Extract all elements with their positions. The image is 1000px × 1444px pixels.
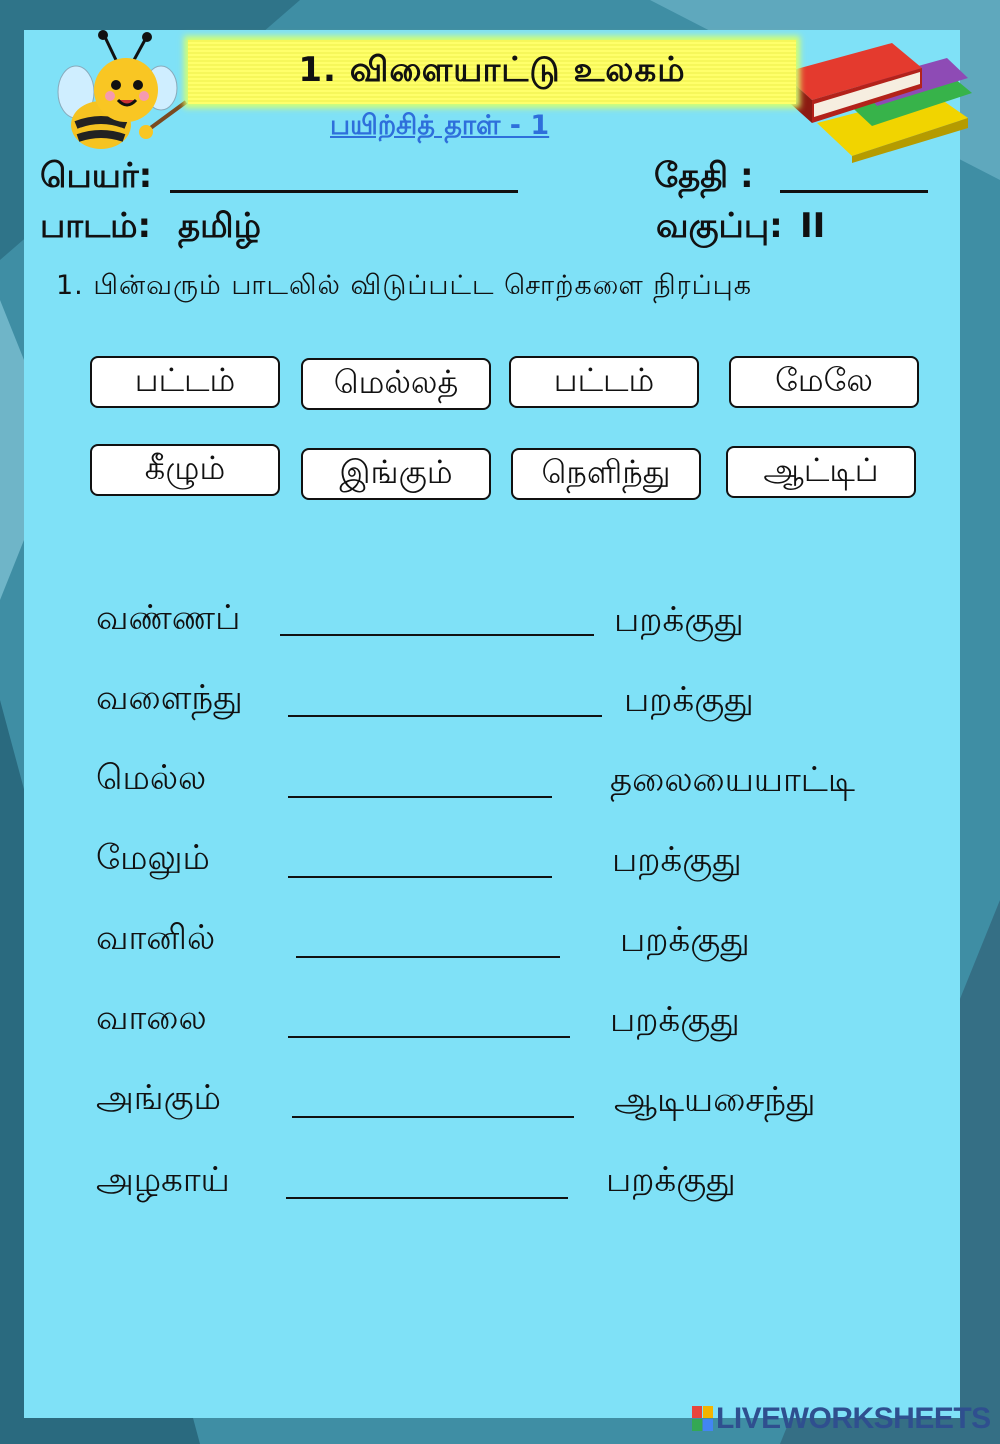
word-bank-item[interactable]: பட்டம் xyxy=(90,356,280,408)
bee-mascot-icon xyxy=(46,30,196,155)
subject-label: பாடம்: xyxy=(40,206,152,246)
answer-blank[interactable] xyxy=(288,715,602,717)
word-bank-item[interactable]: பட்டம் xyxy=(509,356,699,408)
row-left-word: வானில் xyxy=(96,918,216,958)
answer-blank[interactable] xyxy=(288,876,552,878)
row-left-word: மெல்ல xyxy=(96,758,207,798)
row-right-word: ஆடியசைந்து xyxy=(614,1080,816,1120)
row-right-word: பறக்குது xyxy=(614,600,744,640)
word-bank-item[interactable]: ஆட்டிப் xyxy=(726,446,916,498)
row-left-word: வாலை xyxy=(96,998,207,1038)
name-label: பெயர்: xyxy=(40,156,153,196)
books-stack-icon xyxy=(782,38,974,163)
logo-text: LIVEWORKSHEETS xyxy=(716,1402,991,1435)
word-bank-item[interactable]: நெளிந்து xyxy=(511,448,701,500)
row-left-word: அங்கும் xyxy=(96,1078,221,1118)
date-field[interactable] xyxy=(780,190,928,193)
word-bank-item[interactable]: மெல்லத் xyxy=(301,358,491,410)
class-label: வகுப்பு: xyxy=(656,206,783,246)
instruction-text: 1. பின்வரும் பாடலில் விடுப்பட்ட சொற்களை நிரப்புக xyxy=(56,270,753,301)
row-left-word: வண்ணப் xyxy=(96,598,241,638)
row-right-word: பறக்குது xyxy=(620,920,750,960)
liveworksheets-logo-icon xyxy=(692,1406,714,1432)
row-left-word: வளைந்து xyxy=(96,678,243,718)
answer-blank[interactable] xyxy=(288,796,552,798)
name-field[interactable] xyxy=(170,190,518,193)
word-bank-item[interactable]: இங்கும் xyxy=(301,448,491,500)
answer-blank[interactable] xyxy=(288,1036,570,1038)
row-right-word: தலையையாட்டி xyxy=(610,760,855,800)
answer-blank[interactable] xyxy=(280,634,594,636)
row-right-word: பறக்குது xyxy=(612,840,742,880)
answer-blank[interactable] xyxy=(296,956,560,958)
row-left-word: அழகாய் xyxy=(96,1160,230,1200)
row-right-word: பறக்குது xyxy=(610,1000,740,1040)
date-label: தேதி : xyxy=(654,156,754,196)
answer-blank[interactable] xyxy=(292,1116,574,1118)
row-left-word: மேலும் xyxy=(96,838,210,878)
worksheet-title: 1. விளையாட்டு உலகம் xyxy=(298,50,686,90)
liveworksheets-logo[interactable] xyxy=(692,1402,991,1436)
row-right-word: பறக்குது xyxy=(606,1160,736,1200)
subject-value: தமிழ் xyxy=(178,206,261,246)
worksheet-subtitle: பயிற்சித் தாள் - 1 xyxy=(330,110,550,141)
word-bank-item[interactable]: மேலே xyxy=(729,356,919,408)
title-banner xyxy=(188,40,796,104)
class-value: II xyxy=(800,206,826,246)
row-right-word: பறக்குது xyxy=(624,680,754,720)
answer-blank[interactable] xyxy=(286,1197,568,1199)
word-bank-item[interactable]: கீழும் xyxy=(90,444,280,496)
